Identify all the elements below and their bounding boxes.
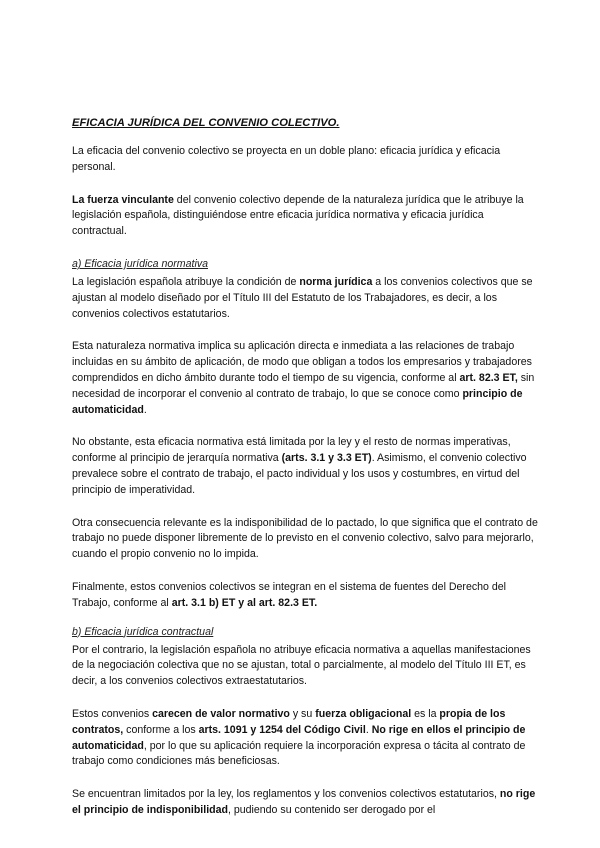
bold-text: no rige el principio de indisponibilidad <box>72 788 536 816</box>
paragraph-a1 <box>72 275 540 322</box>
text-run: , pudiendo su contenido ser derogado por el <box>227 803 436 816</box>
paragraph-b3 <box>72 787 540 819</box>
bold-text: carecen de valor normativo <box>152 707 290 720</box>
paragraph-a3 <box>72 435 540 498</box>
paragraph-fuerza-vinculante <box>72 193 540 240</box>
text-run: conforme a los <box>123 723 199 736</box>
text-run: Finalmente, estos convenios colectivos se integran en el sistema de fuentes del Derecho del Trabajo, conforme al <box>72 580 506 609</box>
text-run: La legislación española atribuye la condición de <box>72 275 300 288</box>
text-run: No obstante, esta eficacia normativa está limitada por la ley y el resto de normas imperativas, conforme al principio de jerarquía normativa <box>72 436 511 465</box>
paragraph-a4: Otra consecuencia relevante es la indisponibilidad de lo pactado, lo que significa que el contrato de trabajo no puede disponer libremente de lo previsto en el convenio colectivo, salvo para mejorarlo, cuando el propio convenio no lo impida. <box>72 516 538 561</box>
text-run: a los convenios colectivos que se ajustan al modelo diseñado por el Título III del Estatuto de los Trabajadores, es decir, a los convenios colectivos estatutarios. <box>72 275 533 320</box>
paragraph-b2 <box>72 707 540 770</box>
bold-text: norma jurídica <box>299 275 373 288</box>
bold-text: arts. 1091 y 1254 del Código Civil <box>198 723 366 736</box>
bold-text: art. 82.3 ET, <box>459 371 518 384</box>
paragraph-intro: La eficacia del convenio colectivo se proyecta en un doble plano: eficacia jurídica y eficacia personal. <box>72 145 501 173</box>
section-b-heading: b) Eficacia jurídica contractual <box>72 625 214 638</box>
bold-text: La fuerza vinculante <box>72 193 174 206</box>
text-run: y su <box>289 707 316 720</box>
text-run: . Asimismo, el convenio colectivo prevalece sobre el contrato de trabajo, el pacto individual y los usos y costumbres, en virtud del principio de imperatividad. <box>72 452 527 496</box>
bold-text: fuerza obligacional <box>315 707 412 720</box>
bold-text: propia de los contratos, <box>72 707 506 736</box>
bold-text: art. 3.1 b) ET y al art. 82.3 ET. <box>171 596 318 609</box>
bold-text: No rige en ellos el principio de automaticidad <box>72 723 526 752</box>
text-run: sin necesidad de incorporar el convenio al contrato de trabajo, lo que se conoce como <box>72 371 535 400</box>
text-run: Se encuentran limitados por la ley, los reglamentos y los convenios colectivos estatutarios, <box>72 788 500 801</box>
paragraph-a2 <box>72 339 540 418</box>
section-a-heading: a) Eficacia jurídica normativa <box>72 257 209 270</box>
text-run: es la <box>411 707 440 720</box>
text-run: , por lo que su aplicación requiere la incorporación expresa o tácita al contrato de trabajo como condiciones más beneficiosas. <box>72 739 526 768</box>
document-title: EFICACIA JURÍDICA DEL CONVENIO COLECTIVO. <box>72 117 340 129</box>
bold-text: principio de automaticidad <box>72 387 523 416</box>
text-run: Esta naturaleza normativa implica su aplicación directa e inmediata a las relaciones de trabajo incluidas en su ámbito de aplicación, de modo que obligan a todos los empresarios y trabajadores comprendidos en dicho ámbito durante todo el tiempo de su vigencia, conforme al <box>72 340 532 384</box>
text-run: . <box>143 403 147 416</box>
paragraph-b1: Por el contrario, la legislación española no atribuye eficacia normativa a aquellas manifestaciones de la negociación colectiva que no se ajustan, total o parcialmente, al modelo del Título III ET, es decir, a los convenios colectivos extraestatutarios. <box>72 643 531 688</box>
paragraph-a5 <box>72 580 540 612</box>
text-run: del convenio colectivo depende de la naturaleza jurídica que le atribuye la legislación española, distinguiéndose entre eficacia jurídica normativa y eficacia jurídica contractual. <box>72 193 524 238</box>
text-run: Estos convenios <box>72 707 153 720</box>
bold-text: (arts. 3.1 y 3.3 ET) <box>281 452 372 465</box>
text-run: . <box>365 723 372 736</box>
